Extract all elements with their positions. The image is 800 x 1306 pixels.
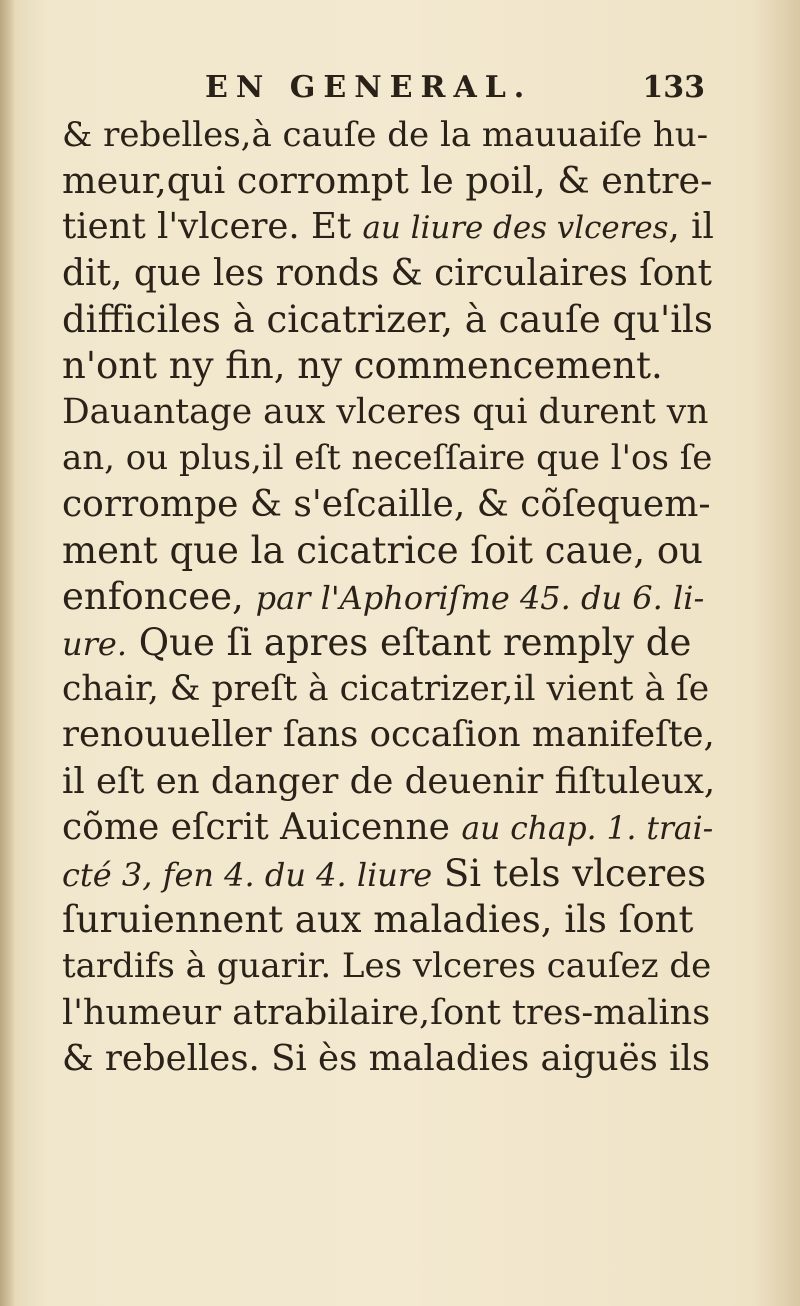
text-segment: & rebelles. Si ès maladies aiguës ils [62,1037,711,1079]
text-segment: Que ſi apres eſtant remply de [127,621,692,665]
text-segment: corrompe & s'eſcaille, & cõſequem- [62,483,711,525]
italic-text-segment: au liure des vlceres [362,210,669,247]
text-segment: ſuruiennent aux maladies, ils ſont [62,898,694,942]
page-header [205,70,705,110]
text-line [62,1036,717,1082]
page-number: 133 [642,70,705,105]
italic-text-segment: au chap. 1. trai- [461,810,714,847]
text-line [62,528,717,574]
text-line [62,343,717,389]
text-line [62,482,717,528]
text-line [62,435,717,481]
text-segment: & rebelles,à cauſe de la mauuaiſe hu- [62,115,709,155]
text-segment: ment que la cicatrice ſoit caue, ou [62,528,703,572]
running-head: EN GENERAL. [205,70,533,105]
text-line [62,990,717,1036]
text-segment: n'ont ny fin, ny commencement. [62,343,663,387]
text-segment: enfoncee, [62,574,256,618]
text-segment: dit, que les ronds & circulaires ſont [62,252,712,294]
italic-text-segment: ure. [62,625,128,664]
text-line [62,897,717,943]
text-line [62,158,717,204]
text-line [62,620,717,666]
text-segment: Dauantage aux vlceres qui durent vn [62,392,709,433]
binding-gutter [0,0,14,1306]
text-line [62,112,717,158]
text-line [62,574,717,620]
text-line [62,712,717,758]
text-segment: , il [668,206,714,248]
body-text [62,112,717,1082]
text-segment: renouueller ſans occaſion manifeſte, [62,714,715,756]
italic-text-segment: par l'Aphoriſme 45. du 6. li- [255,578,705,617]
text-segment: l'humeur atrabilaire,ſont tres-malins [62,992,711,1033]
text-line [62,759,717,805]
text-line [62,204,717,250]
text-line [62,297,717,343]
text-line [62,943,717,989]
text-segment: tient l'vlcere. Et [62,206,363,248]
text-segment: difficiles à cicatrizer, à cauſe qu'ils [62,297,713,341]
text-line [62,805,717,851]
italic-text-segment: cté 3, fen 4. du 4. liure [62,856,433,894]
text-line [62,851,717,897]
text-segment: il eſt en danger de deuenir fiſtuleux, [62,760,716,802]
text-segment: tardifs à guarir. Les vlceres cauſez de [62,946,712,987]
text-segment: an, ou plus,il eſt neceſſaire que l'os ſe [62,438,713,479]
text-segment: Si tels vlceres [432,852,707,895]
text-line [62,389,717,435]
text-line [62,251,717,297]
text-segment: chair, & preſt à cicatrizer,il vient à ſe [62,669,710,710]
text-segment: meur,qui corrompt le poil, & entre- [62,159,713,203]
text-segment: cõme eſcrit Auicenne [62,806,462,848]
text-line [62,666,717,712]
